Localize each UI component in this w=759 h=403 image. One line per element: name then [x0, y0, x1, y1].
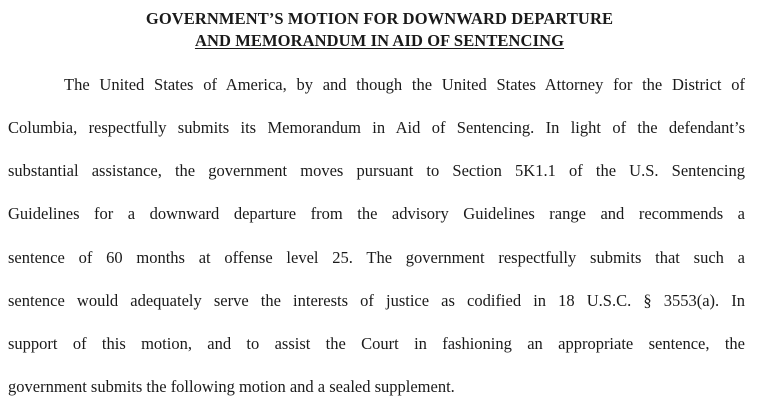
paragraph-line: Columbia, respectfully submits its Memorandum in Aid of Sentencing. In light of the defendant’s	[8, 118, 745, 137]
paragraph-line: substantial assistance, the government moves pursuant to Section 5K1.1 of the U.S. Sentencing	[8, 161, 745, 180]
paragraph-line: The United States of America, by and though the United States Attorney for the District of	[64, 75, 745, 94]
paragraph-line: support of this motion, and to assist the Court in fashioning an appropriate sentence, the	[8, 334, 745, 353]
paragraph-line: government submits the following motion and a sealed supplement.	[8, 377, 455, 396]
document-title-line-2	[0, 31, 759, 51]
document-title-line-1: GOVERNMENT’S MOTION FOR DOWNWARD DEPARTURE	[145, 9, 614, 28]
document-title-line-2-text: AND MEMORANDUM IN AID OF SENTENCING	[194, 31, 565, 50]
paragraph-line: sentence of 60 months at offense level 25. The government respectfully submits that such a	[8, 248, 745, 267]
paragraph-line: sentence would adequately serve the interests of justice as codified in 18 U.S.C. § 3553(a). In	[8, 291, 745, 310]
paragraph-line: Guidelines for a downward departure from the advisory Guidelines range and recommends a	[8, 204, 745, 223]
